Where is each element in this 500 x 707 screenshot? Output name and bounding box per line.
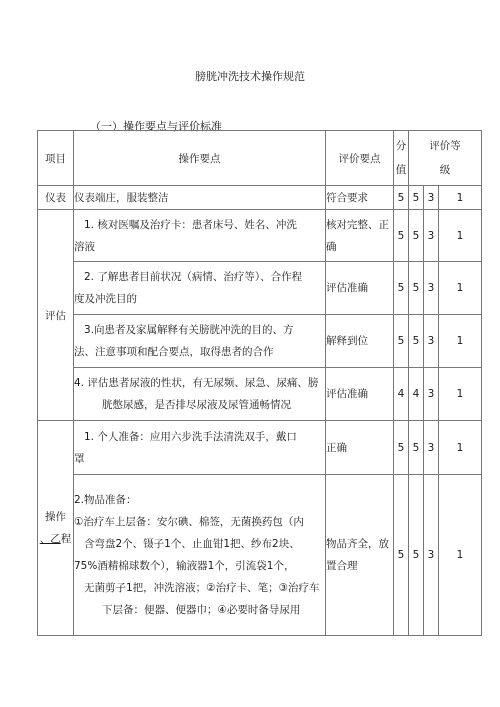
grade-a: 5 bbox=[409, 186, 424, 210]
table-header-row bbox=[38, 131, 482, 186]
row-evaluation: 评估准确 bbox=[326, 262, 394, 315]
table-row bbox=[38, 262, 482, 315]
grade-c: 1 bbox=[439, 368, 482, 421]
row-score: 5 bbox=[394, 475, 409, 636]
header-item: 项目 bbox=[38, 131, 74, 186]
table-row bbox=[38, 210, 482, 262]
grade-a: 5 bbox=[409, 262, 424, 315]
table-row bbox=[38, 315, 482, 368]
row-evaluation: 正确 bbox=[326, 421, 394, 475]
grade-b: 3 bbox=[424, 475, 439, 636]
grade-b: 3 bbox=[424, 262, 439, 315]
grade-a: 5 bbox=[409, 315, 424, 368]
operation-standards-table bbox=[37, 130, 482, 636]
grade-c: 1 bbox=[439, 210, 482, 262]
table-row bbox=[38, 186, 482, 210]
grade-c: 1 bbox=[439, 262, 482, 315]
header-operation: 操作要点 bbox=[74, 131, 326, 186]
row-operation: 1. 个人准备：应用六步洗手法清洗双手，戴口 罩 bbox=[74, 421, 326, 475]
row-item: 操作 、乙程 bbox=[38, 421, 74, 636]
row-evaluation: 解释到位 bbox=[326, 315, 394, 368]
grade-b: 3 bbox=[424, 421, 439, 475]
grade-a: 5 bbox=[409, 421, 424, 475]
row-score: 5 bbox=[394, 421, 409, 475]
row-score: 4 bbox=[394, 368, 409, 421]
header-score: 分 值 bbox=[394, 131, 409, 186]
grade-b: 3 bbox=[424, 315, 439, 368]
grade-c: 1 bbox=[439, 475, 482, 636]
grade-c: 1 bbox=[439, 186, 482, 210]
row-evaluation: 核对完整、正确 bbox=[326, 210, 394, 262]
table-row bbox=[38, 421, 482, 475]
row-operation: 3.向患者及家属解释有关膀胱冲洗的目的、方 法、注意事项和配合要点，取得患者的合作 bbox=[74, 315, 326, 368]
row-score: 5 bbox=[394, 186, 409, 210]
row-score: 5 bbox=[394, 315, 409, 368]
grade-c: 1 bbox=[439, 315, 482, 368]
header-evaluation: 评价要点 bbox=[326, 131, 394, 186]
row-evaluation: 符合要求 bbox=[326, 186, 394, 210]
row-operation: 2. 了解患者目前状况（病情、治疗等）、合作程 度及冲洗目的 bbox=[74, 262, 326, 315]
row-score: 5 bbox=[394, 262, 409, 315]
document-title: 膀胱冲洗技术操作规范 bbox=[195, 70, 305, 83]
grade-a: 5 bbox=[409, 475, 424, 636]
grade-b: 3 bbox=[424, 210, 439, 262]
row-operation: 4. 评估患者尿液的性状，有无尿频、尿急、尿痛、膀 胱憋尿感，是否排尽尿液及尿管通畅情况 bbox=[74, 368, 326, 421]
grade-c: 1 bbox=[439, 421, 482, 475]
row-item: 仪表 bbox=[38, 186, 74, 210]
table-row bbox=[38, 475, 482, 636]
row-score: 5 bbox=[394, 210, 409, 262]
row-evaluation: 物品齐全，放置合理 bbox=[326, 475, 394, 636]
header-grade: 评价等 级 bbox=[409, 131, 482, 186]
row-operation: 仪表端庄，服装整洁 bbox=[74, 186, 326, 210]
grade-b: 3 bbox=[424, 368, 439, 421]
grade-a: 4 bbox=[409, 368, 424, 421]
row-evaluation: 评估准确 bbox=[326, 368, 394, 421]
table-row bbox=[38, 368, 482, 421]
row-item: 评估 bbox=[38, 210, 74, 421]
row-operation: 1. 核对医嘱及治疗卡：患者床号、姓名、冲洗 溶液 bbox=[74, 210, 326, 262]
grade-a: 5 bbox=[409, 210, 424, 262]
row-operation: 2.物品准备： ①治疗车上层备：安尔碘、棉签，无菌换药包（内 含弯盘2个、镊子1个、止血钳1把、纱布2块、 75%酒精棉球数个），输液器1个，引流袋1个， 无菌剪子1把，冲洗溶液；②治疗卡、笔；③治疗车 下层备：便器、便器巾；④必要时备导尿用 bbox=[74, 475, 326, 636]
grade-b: 3 bbox=[424, 186, 439, 210]
section-subtitle: （一）操作要点与评价标准 bbox=[90, 120, 222, 133]
